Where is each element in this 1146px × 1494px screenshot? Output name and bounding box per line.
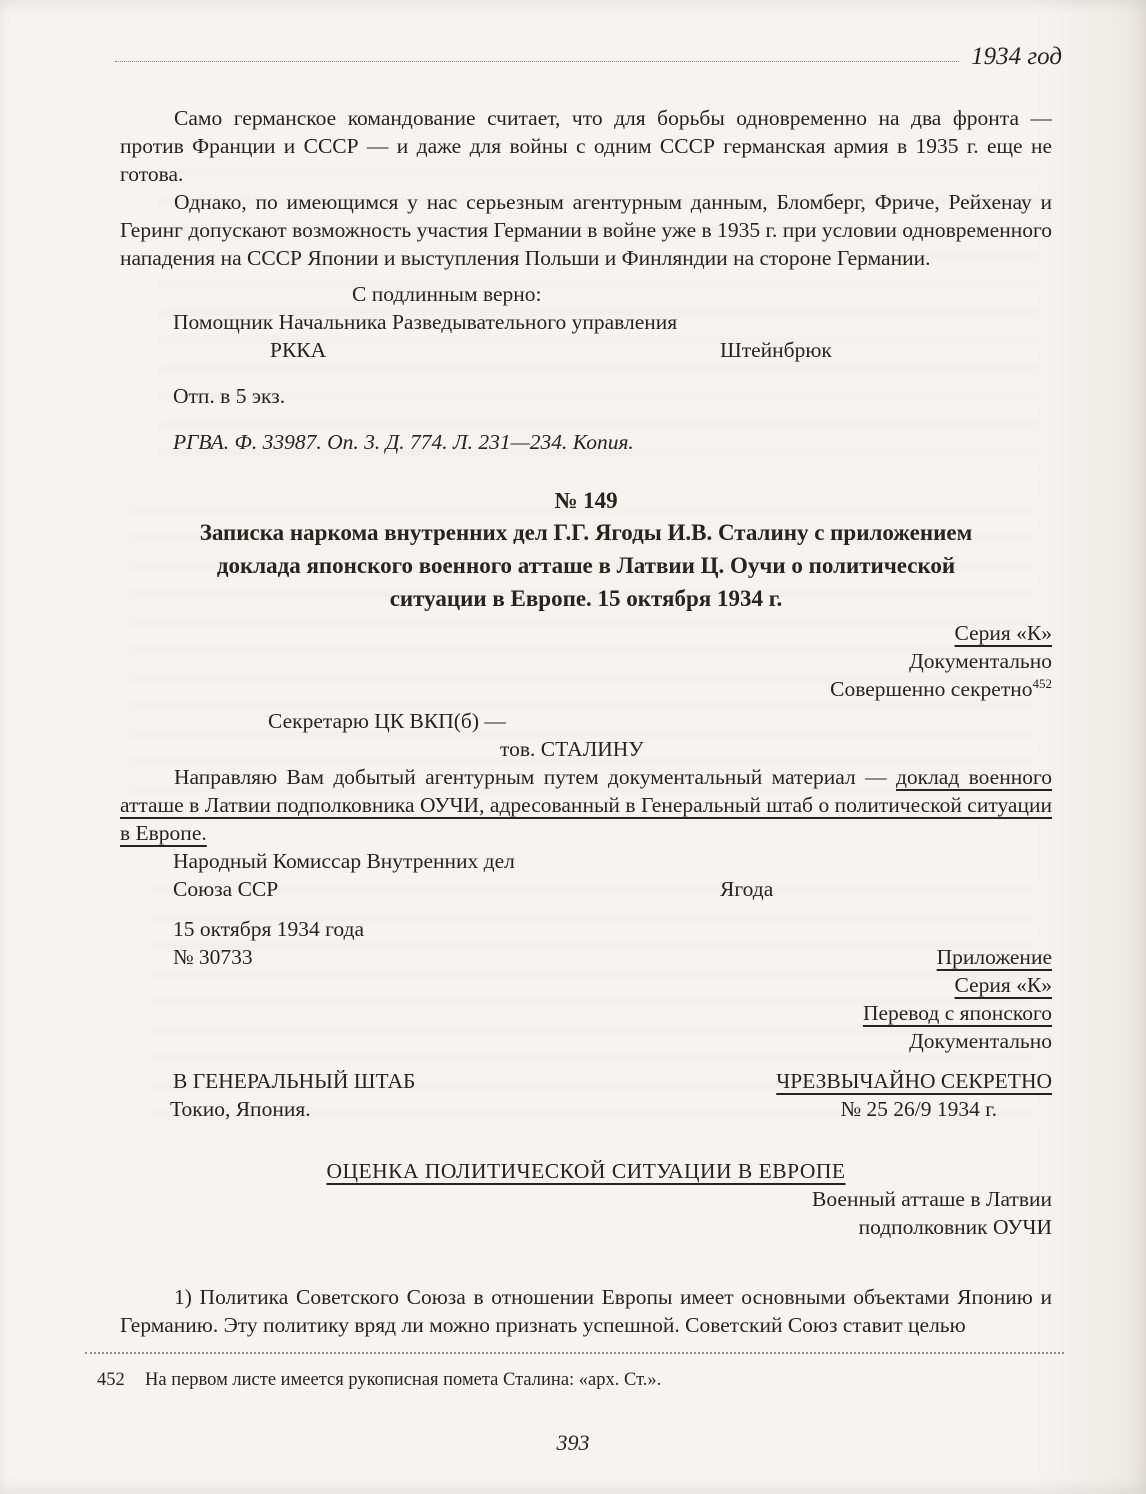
signer-name: Штейнбрюк <box>720 338 832 362</box>
footnote-rule <box>85 1352 1064 1354</box>
report-author-name: подполковник ОУЧИ <box>858 1215 1052 1239</box>
secrecy-stamp: ЧРЕЗВЫЧАЙНО СЕКРЕТНО <box>776 1069 1052 1093</box>
classification-stack <box>120 619 1052 703</box>
archive-reference: РГВА. Ф. 33987. Оп. 3. Д. 774. Л. 231—234. Копия. <box>173 430 634 454</box>
stamp-number: № 25 26/9 1934 г. <box>840 1097 997 1121</box>
recipient-general-staff: В ГЕНЕРАЛЬНЫЙ ШТАБ <box>173 1069 416 1093</box>
prev-doc-paragraph: Однако, по имеющимся у нас серьезным агентурным данным, Бломберг, Фриче, Рейхенау и Геринг допускают возможность участия Германии в войне уже в 1935 г. при условии одновременного нападения на СССР Японии и выступления Польши и Финляндии на стороне Германии. <box>120 190 1052 270</box>
running-header-rule <box>115 61 959 62</box>
signature-row <box>120 875 1052 903</box>
attachment-dokumentalno: Документально <box>909 1029 1052 1053</box>
number-attachment-row <box>120 943 1052 971</box>
signer-position: Помощник Начальника Разведывательного управления <box>173 310 678 334</box>
recipient-stamp-row <box>120 1067 1052 1095</box>
cover-letter-underlined-part: доклад военного атташе в Латвии подполковника ОУЧИ, адресованный в Генеральный штаб о политической ситуации в Европе. <box>120 765 1052 845</box>
report-paragraph: 1) Политика Советского Союза в отношении Европы имеет основными объектами Японию и Германию. Эту политику вряд ли можно признать успешной. Советский Союз ставит целью <box>120 1285 1052 1337</box>
signature-yagoda: Ягода <box>720 877 774 901</box>
page-content <box>120 104 1052 1339</box>
signer-org: РККА <box>270 338 327 362</box>
report-author-position: Военный атташе в Латвии <box>812 1187 1052 1211</box>
footnote-text: На первом листе имеется рукописная помета Сталина: «арх. Ст.». <box>145 1370 662 1390</box>
attachment-seriya: Серия «К» <box>954 973 1052 997</box>
report-heading: ОЦЕНКА ПОЛИТИЧЕСКОЙ СИТУАЦИИ В ЕВРОПЕ <box>326 1159 846 1183</box>
signer-row <box>120 336 1052 364</box>
footnote-area <box>85 1352 1064 1392</box>
addressee-stalin: тов. СТАЛИНУ <box>500 737 644 761</box>
document-title-line: доклада японского военного атташе в Латвии Ц. Оучи о политической <box>216 553 956 578</box>
page-number: 393 <box>556 1430 590 1455</box>
footnote-ref-marker: 452 <box>1032 675 1052 691</box>
city-number-row <box>120 1095 1052 1123</box>
attachment-translation: Перевод с японского <box>862 1001 1052 1025</box>
prev-doc-paragraph: Само германское командование считает, что для борьбы одновременно на два фронта — против Франции и СССР — и даже для войны с одним СССР германская армия в 1935 г. еще не готова. <box>120 106 1052 186</box>
running-header <box>115 44 1062 70</box>
attachment-label: Приложение <box>936 945 1052 969</box>
footnote <box>97 1368 1064 1392</box>
addressee-line: Секретарю ЦК ВКП(б) — <box>268 709 506 733</box>
document-title <box>120 516 1052 615</box>
classification-seriya: Серия «К» <box>954 621 1052 645</box>
report-author <box>120 1185 1052 1241</box>
classification-dokumentalno: Документально <box>909 649 1052 673</box>
commissar-title: Народный Комиссар Внутренних дел <box>173 849 515 873</box>
letter-number: № 30733 <box>173 945 253 969</box>
copies-note: Отп. в 5 экз. <box>173 384 286 408</box>
recipient-city: Токио, Япония. <box>170 1097 311 1121</box>
attachment-stack <box>120 971 1052 1055</box>
running-header-year: 1934 год <box>971 43 1062 70</box>
commissar-org: Союза ССР <box>173 877 279 901</box>
certification-line: С подлинным верно: <box>352 282 542 306</box>
classification-sekretno: Совершенно секретно$^{452}$ <box>830 675 1052 701</box>
document-number-heading: № 149 <box>554 488 618 513</box>
footnote-marker: 452 <box>97 1370 125 1390</box>
letter-date: 15 октября 1934 года <box>173 917 365 941</box>
document-title-line: ситуации в Европе. 15 октября 1934 г. <box>389 586 783 611</box>
document-title-line: Записка наркома внутренних дел Г.Г. Ягоды И.В. Сталину с приложением <box>199 520 973 545</box>
cover-letter-paragraph: Направляю Вам добытый агентурным путем документальный материал — доклад военного атташе в Латвии подполковника ОУЧИ, адресованный в Генеральный штаб о политической ситуации в Европе. <box>120 765 1052 845</box>
